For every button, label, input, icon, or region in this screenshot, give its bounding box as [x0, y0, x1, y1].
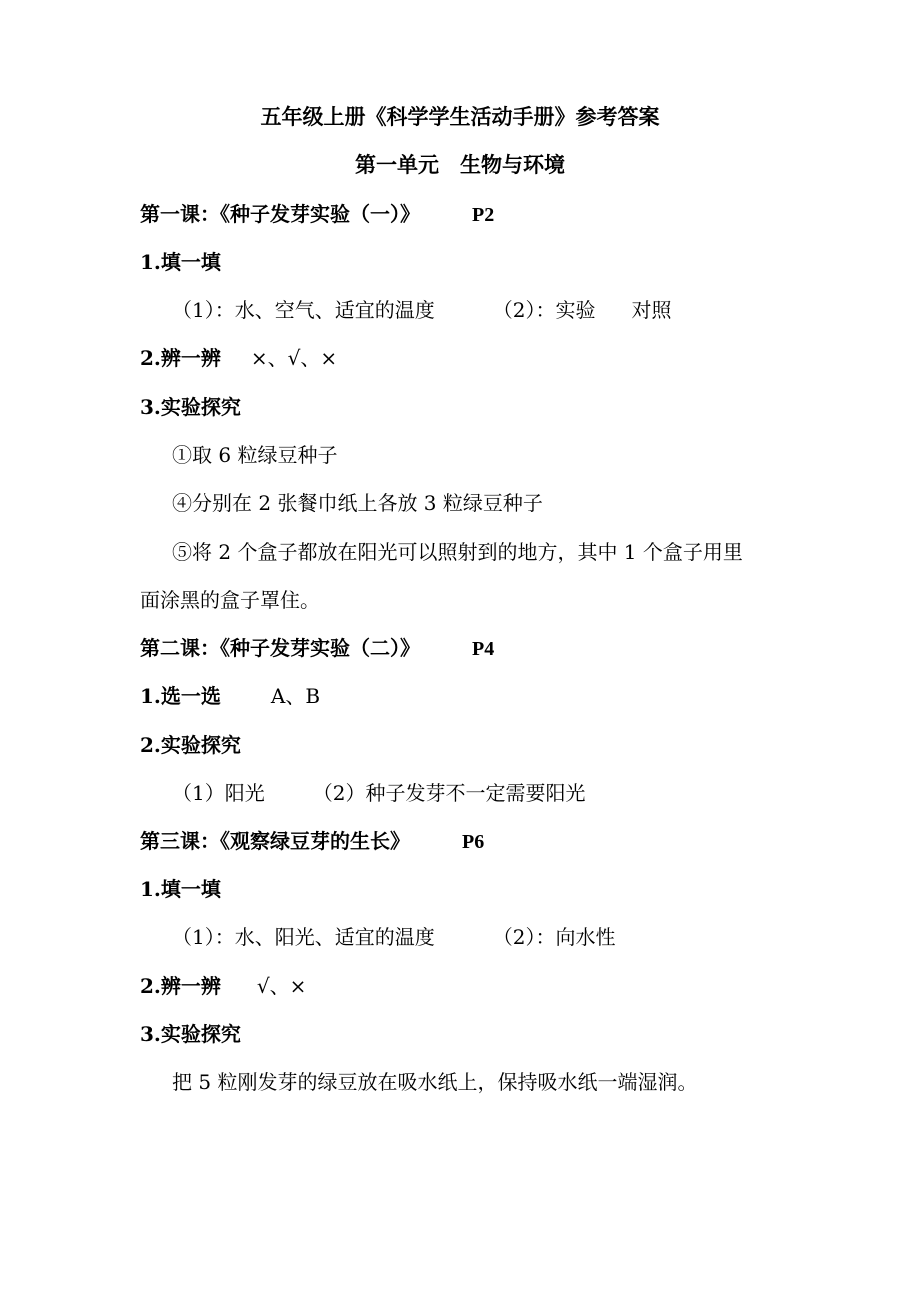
- lesson-2-q1-label: 1.选一选: [140, 684, 221, 708]
- lesson-3-q3-answer: 把 5 粒刚发芽的绿豆放在吸水纸上，保持吸水纸一端湿润。: [172, 1070, 698, 1094]
- lesson-2-page: P4: [472, 638, 495, 660]
- lesson-1-q1-part-1: （1）：水、空气、适宜的温度: [172, 298, 435, 322]
- lesson-3-title: 第三课：《观察绿豆芽的生长》: [140, 829, 410, 853]
- lesson-3-q2: [140, 972, 306, 1000]
- lesson-2-title: 第二课：《种子发芽实验（二）》: [140, 636, 420, 660]
- lesson-1-title: 第一课：《种子发芽实验（一）》: [140, 202, 420, 226]
- lesson-1-step-1: ①取 6 粒绿豆种子: [172, 443, 338, 467]
- lesson-3-q2-label: 2.辨一辨: [140, 974, 221, 998]
- lesson-2-q2-label: 2.实验探究: [140, 733, 241, 757]
- lesson-1-q2: [140, 344, 337, 372]
- lesson-3-q1-label: 1.填一填: [140, 877, 221, 901]
- lesson-3-q2-answer: √、×: [256, 974, 307, 998]
- lesson-1-q1-answer: [172, 296, 671, 324]
- lesson-1-heading: [140, 200, 494, 229]
- lesson-2-q1: [140, 682, 320, 710]
- lesson-3-q3-label: 3.实验探究: [140, 1022, 241, 1046]
- lesson-1-q2-label: 2.辨一辨: [140, 346, 221, 370]
- lesson-1-q1-part-3: 对照: [631, 298, 672, 322]
- lesson-1-q1-part-2: （2）：实验: [492, 298, 596, 322]
- lesson-1-q3-label: 3.实验探究: [140, 395, 241, 419]
- lesson-3-q1-part-2: （2）：向水性: [492, 925, 616, 949]
- lesson-1-step-4: ④分别在 2 张餐巾纸上各放 3 粒绿豆种子: [172, 491, 543, 515]
- lesson-2-q1-answer: A、B: [270, 684, 321, 708]
- lesson-3-q1-answer: [172, 923, 615, 951]
- lesson-1-q1-label: 1.填一填: [140, 250, 221, 274]
- lesson-2-q2-part-1: （1）阳光: [172, 781, 265, 805]
- lesson-1-step-5-line-1: ⑤将 2 个盒子都放在阳光可以照射到的地方，其中 1 个盒子用里: [172, 540, 743, 564]
- lesson-3-q1-part-1: （1）：水、阳光、适宜的温度: [172, 925, 435, 949]
- lesson-1-q2-answer: ×、√、×: [250, 346, 338, 370]
- unit-title: 第一单元 生物与环境: [355, 152, 565, 177]
- lesson-3-heading: [140, 827, 484, 856]
- lesson-1-step-5-line-2: 面涂黑的盒子罩住。: [140, 588, 320, 612]
- document-title: 五年级上册《科学学生活动手册》参考答案: [260, 104, 660, 129]
- lesson-2-q2-part-2: （2）种子发芽不一定需要阳光: [312, 781, 586, 805]
- lesson-1-page: P2: [472, 204, 495, 226]
- lesson-2-heading: [140, 634, 494, 663]
- lesson-3-page: P6: [462, 831, 485, 853]
- lesson-2-q2-answer: [172, 779, 585, 807]
